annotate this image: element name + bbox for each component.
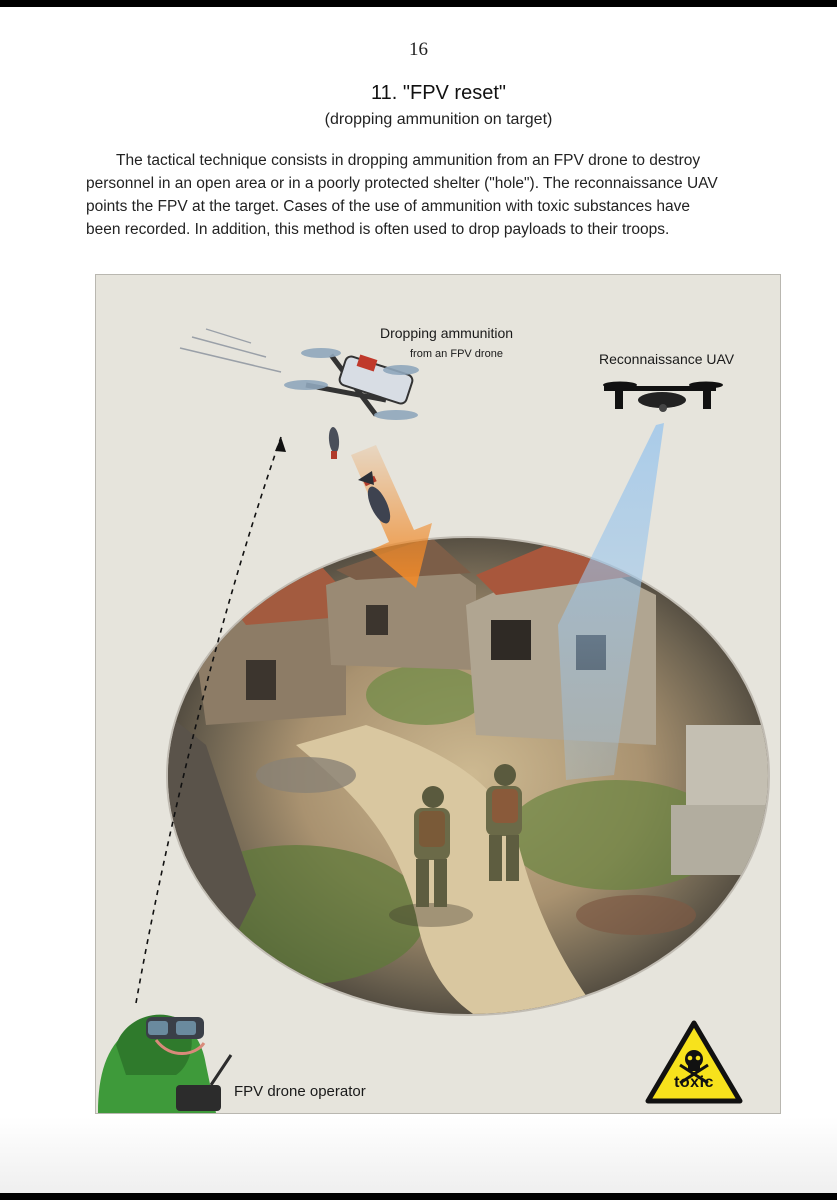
reconnaissance-uav-icon bbox=[603, 382, 723, 413]
section-subtitle: (dropping ammunition on target) bbox=[324, 111, 553, 128]
control-link-arrowhead bbox=[275, 437, 286, 452]
illustration-figure bbox=[95, 274, 781, 1114]
battlefield-scene bbox=[156, 525, 780, 1035]
fpv-drone-label: Dropping ammunition bbox=[380, 325, 514, 341]
document-page bbox=[0, 7, 837, 1193]
ammunition-icon bbox=[328, 427, 340, 459]
illustration-svg bbox=[96, 275, 780, 1113]
page-bottom-margin bbox=[0, 1117, 837, 1193]
recon-uav-label: Reconnaissance UAV bbox=[599, 351, 735, 367]
fpv-drone-sublabel: from an FPV drone bbox=[410, 348, 503, 360]
fpv-drone-icon bbox=[180, 329, 419, 420]
page-number: 16 bbox=[409, 39, 428, 60]
operator-figure-icon bbox=[98, 1015, 231, 1113]
operator-label: FPV drone operator bbox=[234, 1083, 366, 1100]
toxic-warning-text: toxic bbox=[674, 1074, 714, 1091]
section-title: 11. "FPV reset" bbox=[371, 82, 506, 104]
body-paragraph: The tactical technique consists in dropping ammunition from an FPV drone to destroy personnel in an open area or in a poorly protected shelter ("hole"). The reconnaissance UAV points the FPV at the target. Cases of the use of ammunition with toxic substances have been recorded. In addition, this method is often used to drop payloads to their troops. bbox=[86, 152, 718, 238]
